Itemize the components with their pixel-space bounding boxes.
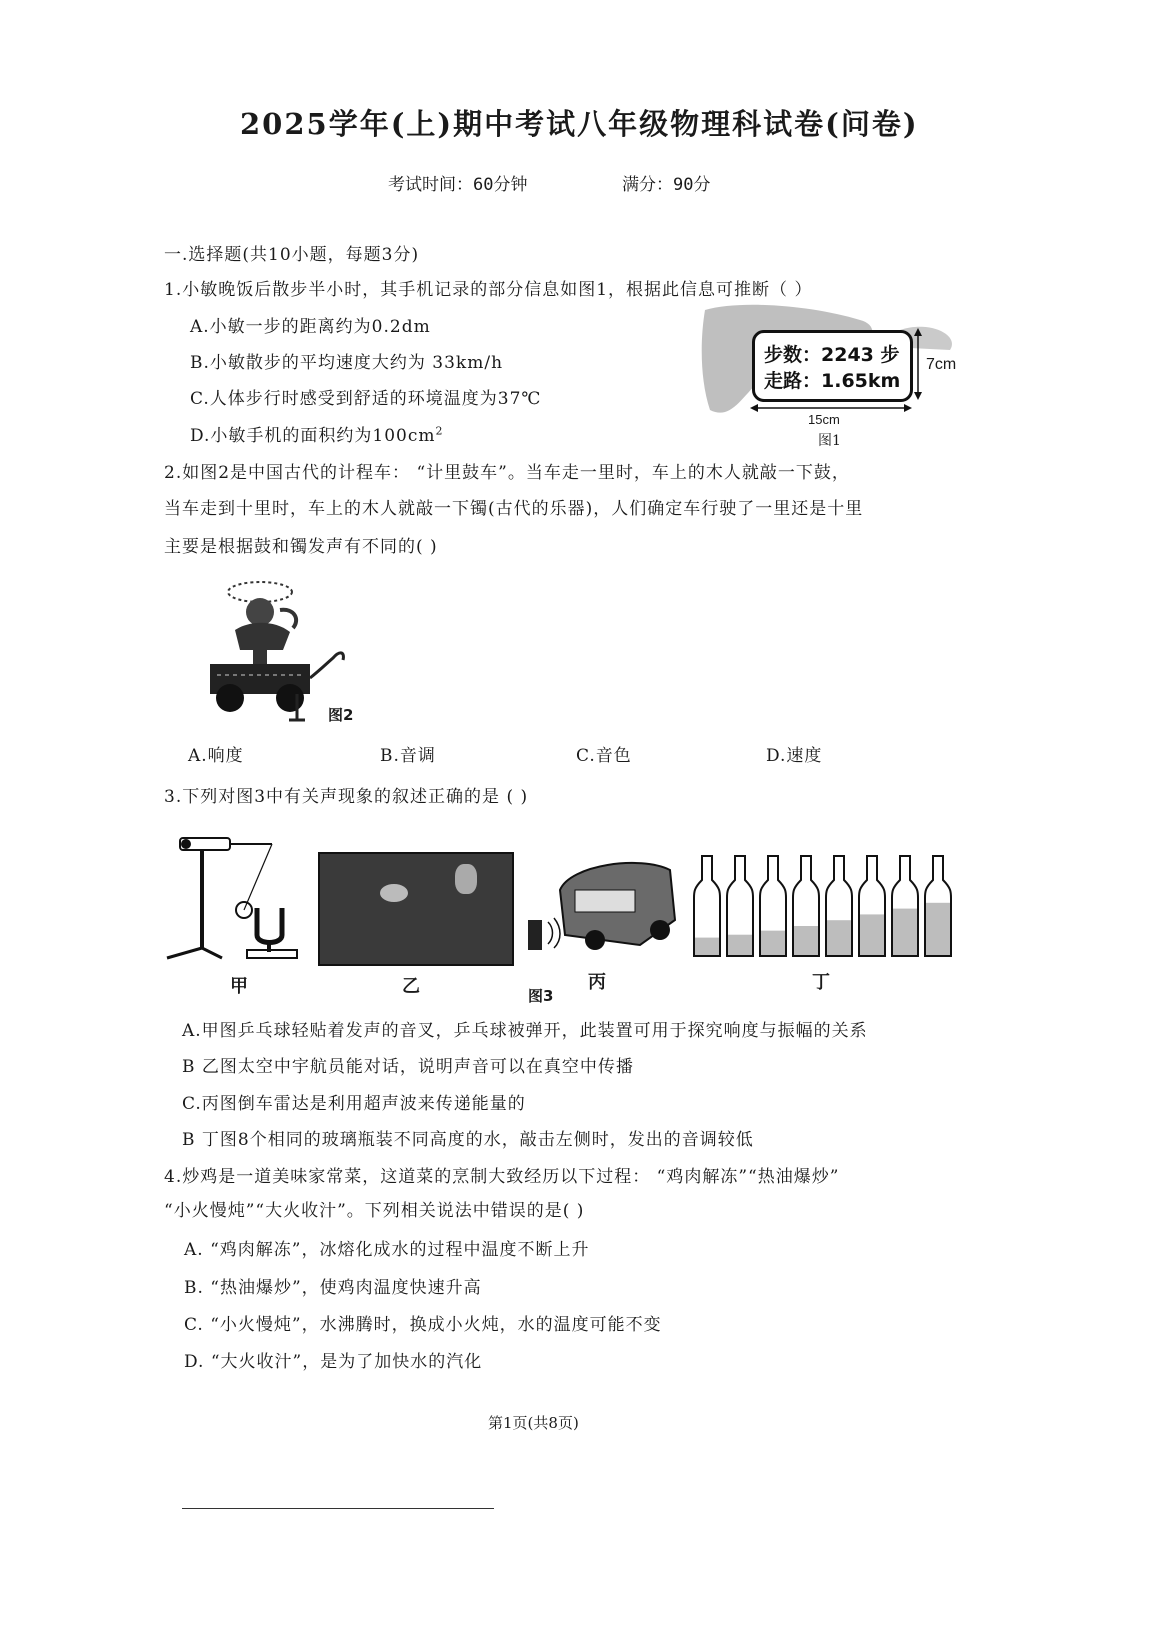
q3-option-a: A.甲图乒乓球轻贴着发声的音叉，乒乓球被弹开，此装置可用于探究响度与振幅的关系 — [182, 1021, 868, 1041]
q4-stem-line2: “小火慢炖”“大火收汁”。下列相关说法中错误的是( ) — [164, 1201, 585, 1221]
q1-stem: 1.小敏晚饭后散步半小时，其手机记录的部分信息如图1，根据此信息可推断（ ） — [164, 280, 813, 300]
page-number: 第1页(共8页) — [488, 1414, 579, 1432]
q4-option-d: D. “大火收汁”，是为了加快水的汽化 — [184, 1352, 483, 1372]
q3-option-d: B 丁图8个相同的玻璃瓶装不同高度的水，敲击左侧时，发出的音调较低 — [182, 1130, 754, 1150]
q2-stem-line2: 当车走到十里时，车上的木人就敲一下镯(古代的乐器)，人们确定车行驶了一里还是十里 — [164, 499, 864, 519]
bottle-water — [728, 935, 752, 955]
bottle-water — [695, 938, 719, 955]
bottle-water — [761, 931, 785, 955]
page-title: 2025学年(上)期中考试八年级物理科试卷(问卷) — [240, 107, 919, 141]
q2-option-d: D.速度 — [766, 746, 823, 766]
figure-3a-tuning-fork — [162, 830, 312, 970]
figure-3-label-a: 甲 — [230, 976, 248, 997]
figure-3-label-d: 丁 — [812, 972, 830, 993]
dim-width-label: 15cm — [808, 412, 840, 427]
exam-time: 考试时间：60分钟 — [388, 175, 528, 195]
figure-3-label-c: 丙 — [588, 972, 606, 993]
q3-option-b: B 乙图太空中宇航员能对话，说明声音可以在真空中传播 — [182, 1057, 634, 1077]
footer-rule — [182, 1508, 494, 1509]
figure-1 — [700, 300, 980, 450]
q2-option-a: A.响度 — [188, 746, 244, 766]
figure-2-caption: 图2 — [328, 706, 354, 724]
q4-option-c: C. “小火慢炖”，水沸腾时，换成小火炖，水的温度可能不变 — [184, 1315, 662, 1335]
full-score: 满分：90分 — [622, 175, 711, 195]
phone-steps: 步数：2243 步 — [764, 344, 900, 366]
bottle-water — [893, 909, 917, 955]
astronaut-1 — [380, 884, 408, 902]
q1-option-d-sup: 2 — [435, 424, 444, 438]
figure-3b-space-photo — [318, 852, 514, 966]
q1-option-c: C.人体步行时感受到舒适的环境温度为37℃ — [190, 389, 542, 409]
q2-stem-line1: 2.如图2是中国古代的计程车： “计里鼓车”。当车走一里时，车上的木人就敲一下鼓， — [164, 463, 850, 483]
bottle-water — [794, 926, 818, 955]
q4-option-a: A. “鸡肉解冻”，冰熔化成水的过程中温度不断上升 — [184, 1240, 590, 1260]
q2-stem-line3: 主要是根据鼓和镯发声有不同的( ) — [164, 537, 438, 557]
q3-option-c: C.丙图倒车雷达是利用超声波来传递能量的 — [182, 1094, 526, 1114]
q3-stem: 3.下列对图3中有关声现象的叙述正确的是 ( ) — [164, 787, 529, 807]
q2-option-b: B.音调 — [380, 746, 436, 766]
dimension-lines — [700, 300, 980, 450]
q1-option-d-text: D.小敏手机的面积约为100cm — [190, 426, 436, 446]
section-heading: 一.选择题(共10小题，每题3分) — [164, 245, 420, 265]
dim-height-label: 7cm — [926, 356, 957, 373]
astronaut-2 — [455, 864, 477, 894]
bottle-water — [926, 903, 950, 955]
figure-3c-car-radar — [520, 850, 680, 960]
q1-option-b: B.小敏散步的平均速度大约为 33km/h — [190, 353, 504, 373]
q1-option-a: A.小敏一步的距离约为0.2dm — [190, 317, 431, 337]
bottle-water — [860, 914, 884, 955]
figure-3-label-b: 乙 — [402, 976, 420, 997]
q1-option-d — [190, 421, 444, 446]
figure-3d-bottles — [688, 852, 953, 962]
figure-3-caption: 图3 — [528, 987, 554, 1005]
q2-option-c: C.音色 — [576, 746, 632, 766]
figure-1-caption: 图1 — [818, 433, 841, 449]
q4-option-b: B. “热油爆炒”，使鸡肉温度快速升高 — [184, 1278, 482, 1298]
q4-stem-line1: 4.炒鸡是一道美味家常菜，这道菜的烹制大致经历以下过程： “鸡肉解冻”“热油爆炒” — [164, 1167, 840, 1187]
bottle-water — [827, 920, 851, 955]
phone-walk: 走路：1.65km — [764, 370, 901, 392]
